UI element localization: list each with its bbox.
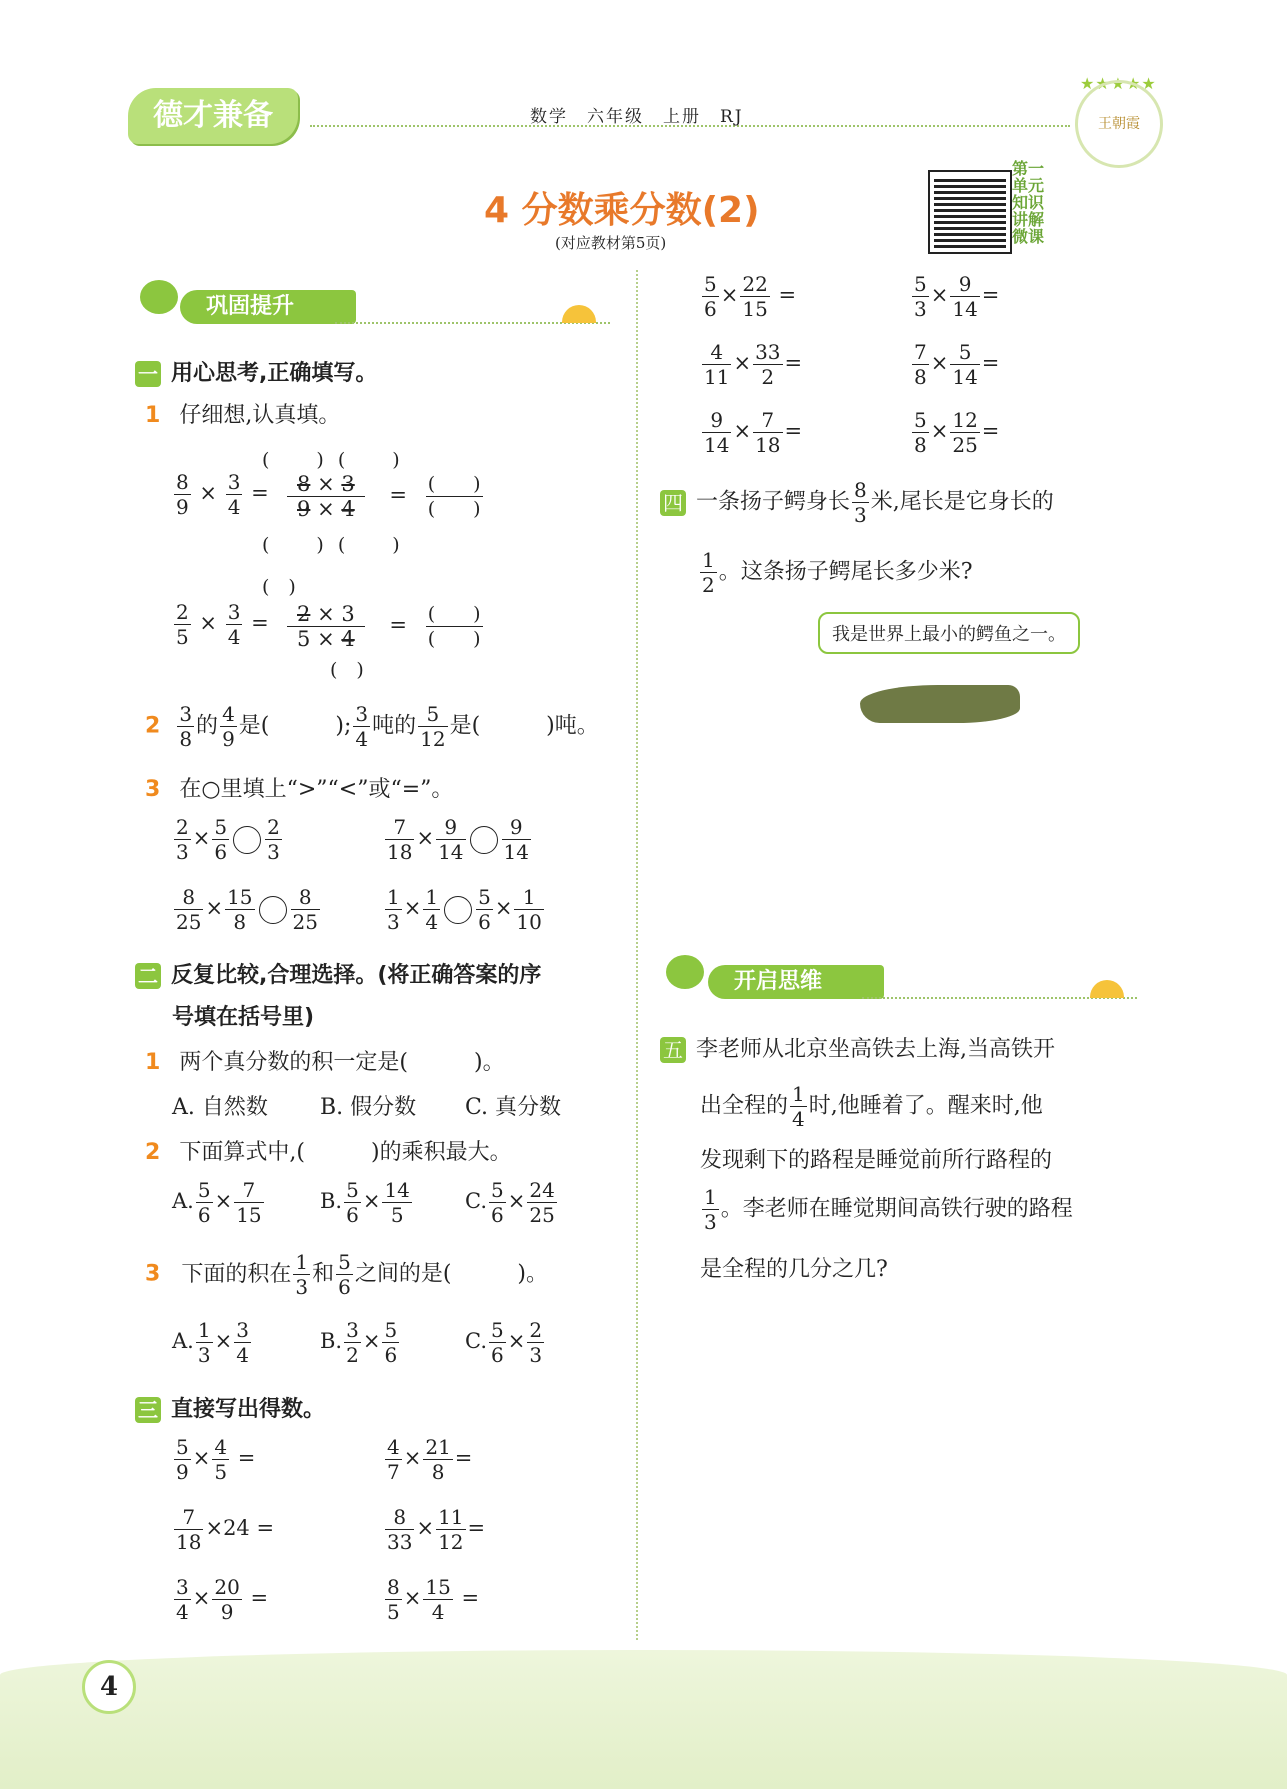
compare-2: $\frac{7}{18}$ × $\frac{9}{14}$ $\frac{9}{14}$ <box>387 815 529 864</box>
question-5-line-5: 是全程的几分之几? <box>700 1257 888 1282</box>
calc-item[interactable]: $\frac{3}{4}$ × $\frac{20}{9}$ = <box>176 1575 269 1624</box>
calc-item[interactable]: $\frac{8}{5}$ × $\frac{15}{4}$ = <box>387 1575 480 1624</box>
compare-1: $\frac{2}{3}$ × $\frac{5}{6}$ $\frac{2}{3}$ <box>176 815 280 864</box>
page-number: 4 <box>82 1660 136 1714</box>
calc-item[interactable]: $\frac{9}{14}$ × $\frac{7}{18}$ = <box>704 408 803 457</box>
option-a[interactable]: A. $\frac{1}{3}$ × $\frac{3}{4}$ <box>172 1318 249 1367</box>
subject-label: 数学 六年级 上册 RJ <box>530 107 744 127</box>
sun-icon <box>1090 980 1124 998</box>
fish-icon <box>140 280 178 314</box>
blank-paren[interactable]: ( ) <box>330 659 364 681</box>
qr-label: 第一单元 知识讲解微课 <box>1012 159 1045 246</box>
blank-paren[interactable]: ( )( ) <box>262 449 414 471</box>
option-c[interactable]: C. 真分数 <box>465 1095 562 1120</box>
page-title: 4 分数乘分数(2) <box>484 190 760 231</box>
section-open-mind: 开启思维 <box>708 965 884 999</box>
q2-s1: 1 两个真分数的积一定是( )。 <box>145 1050 505 1075</box>
calc-item[interactable]: $\frac{5}{8}$ × $\frac{12}{25}$ = <box>914 408 1000 457</box>
fraction: $\frac{3}{8}$ <box>179 702 193 751</box>
fill-expression-2: $\frac{2}{5}$ × $\frac{3}{4}$ = <box>176 600 269 649</box>
answer-blank[interactable]: $\frac{( )}{( )}$ <box>427 473 481 520</box>
compare-4: $\frac{1}{3}$ × $\frac{1}{4}$ $\frac{5}{6}$ × $\frac{1}{10}$ <box>387 885 542 934</box>
compare-circle[interactable] <box>444 896 472 924</box>
compare-circle[interactable] <box>470 826 498 854</box>
question-2-heading-cont: 号填在括号里) <box>172 1005 315 1030</box>
calc-item[interactable]: $\frac{7}{18}$ ×24 = <box>176 1505 275 1554</box>
speech-bubble: 我是世界上最小的鳄鱼之一。 <box>818 612 1080 654</box>
column-divider <box>636 270 638 1640</box>
option-c[interactable]: C. $\frac{5}{6}$ × $\frac{24}{25}$ <box>465 1178 555 1227</box>
stars-icon: ★★★★★ <box>1080 74 1157 93</box>
sub-text: 仔细想,认真填。 <box>179 403 341 428</box>
fish-icon <box>666 955 704 989</box>
q1-s3: 3 在○里填上“>”“<”或“=”。 <box>145 777 454 802</box>
fill-fraction-1: $\frac{8 \times 3}{9 \times 4}$ = $\frac{( )}{( )}$ <box>285 472 485 521</box>
question-5-line-3: 发现剩下的路程是睡觉前所行路程的 <box>700 1148 1053 1173</box>
q1-s2: 2 $\frac{3}{8}$ 的 $\frac{4}{9}$ 是( ); $\frac{3}{4}$ 吨的 $\frac{5}{12}$ 是( )吨。 <box>145 702 599 751</box>
option-b[interactable]: B. $\frac{3}{2}$ × $\frac{5}{6}$ <box>320 1318 398 1367</box>
blank-paren[interactable]: ( ) <box>262 576 296 598</box>
calc-item[interactable]: $\frac{4}{11}$ × $\frac{33}{2}$ = <box>704 340 803 389</box>
calc-item[interactable]: $\frac{5}{9}$ × $\frac{4}{5}$ = <box>176 1435 256 1484</box>
option-a[interactable]: A. $\frac{5}{6}$ × $\frac{7}{15}$ <box>172 1178 262 1227</box>
compare-circle[interactable] <box>233 826 261 854</box>
fraction: $\frac{3}{4}$ <box>227 600 241 649</box>
option-c[interactable]: C. $\frac{5}{6}$ × $\frac{2}{3}$ <box>465 1318 543 1367</box>
fraction: $\frac{2}{5}$ <box>176 600 189 649</box>
fraction: $\frac{8 \times 3}{9 \times 4}$ <box>287 472 365 521</box>
question-4: 四 一条扬子鳄身长 $\frac{8}{3}$ 米,尾长是它身长的 <box>660 478 1054 527</box>
fraction: $\frac{3}{4}$ <box>227 470 241 519</box>
question-5-line-1: 五 李老师从北京坐高铁去上海,当高铁开 <box>660 1032 1055 1063</box>
fill-fraction-2: $\frac{2 \times 3}{5 \times 4}$ = $\frac{( )}{( )}$ <box>285 602 485 651</box>
calc-item[interactable]: $\frac{7}{8}$ × $\frac{5}{14}$ = <box>914 340 1000 389</box>
compare-3: $\frac{8}{25}$ × $\frac{15}{8}$ $\frac{8}{25}$ <box>176 885 318 934</box>
question-2-heading: 二 反复比较,合理选择。(将正确答案的序 <box>135 958 541 989</box>
question-4-cont: $\frac{1}{2}$ 。这条扬子鳄尾长多少米? <box>702 548 973 597</box>
fill-expression-1: $\frac{8}{9}$ × $\frac{3}{4}$ = <box>176 470 269 519</box>
fraction: $\frac{3}{4}$ <box>355 702 369 751</box>
footer-decoration <box>0 1650 1287 1789</box>
brand-logo: 德才兼备 <box>128 88 298 144</box>
question-badge: 一 <box>135 361 161 387</box>
crocodile-icon <box>860 685 1020 723</box>
blank-paren[interactable]: ( )( ) <box>262 534 414 556</box>
question-1-label: 用心思考,正确填写。 <box>171 361 378 386</box>
fraction: $\frac{5}{12}$ <box>420 702 446 751</box>
option-b[interactable]: B. $\frac{5}{6}$ × $\frac{14}{5}$ <box>320 1178 410 1227</box>
sun-icon <box>562 305 596 323</box>
calc-item[interactable]: $\frac{4}{7}$ × $\frac{21}{8}$ = <box>387 1435 473 1484</box>
page-subtitle: (对应教材第5页) <box>555 234 667 252</box>
answer-blank[interactable]: $\frac{( )}{( )}$ <box>427 603 481 650</box>
option-b[interactable]: B. 假分数 <box>320 1095 417 1120</box>
qr-code-icon[interactable] <box>930 172 1010 252</box>
question-3-heading: 三 直接写出得数。 <box>135 1392 325 1423</box>
question-5-line-4: $\frac{1}{3}$ 。李老师在睡觉期间高铁行驶的路程 <box>704 1185 1073 1234</box>
fraction: $\frac{4}{9}$ <box>222 702 235 751</box>
q2-s2: 2 下面算式中,( )的乘积最大。 <box>145 1140 512 1165</box>
option-a[interactable]: A. 自然数 <box>172 1095 268 1120</box>
calc-item[interactable]: $\frac{5}{3}$ × $\frac{9}{14}$ = <box>914 272 1000 321</box>
calc-item[interactable]: $\frac{8}{33}$ × $\frac{11}{12}$ = <box>387 1505 486 1554</box>
sub-number: 1 <box>145 403 161 428</box>
fraction: $\frac{2 \times 3}{5 \times 4}$ <box>287 602 365 651</box>
calc-item[interactable]: $\frac{5}{6}$ × $\frac{22}{15}$ = <box>704 272 797 321</box>
q1-s1 <box>145 398 340 429</box>
publisher-logo: 王朝霞 <box>1075 80 1163 168</box>
section-consolidate: 巩固提升 <box>180 290 356 324</box>
q2-s3: 3 下面的积在 $\frac{1}{3}$ 和 $\frac{5}{6}$ 之间的是( )。 <box>145 1250 548 1299</box>
fraction: $\frac{8}{9}$ <box>176 470 189 519</box>
compare-circle[interactable] <box>259 896 287 924</box>
question-5-line-2: 出全程的 $\frac{1}{4}$ 时,他睡着了。醒来时,他 <box>700 1082 1043 1131</box>
question-1-heading <box>135 356 377 387</box>
